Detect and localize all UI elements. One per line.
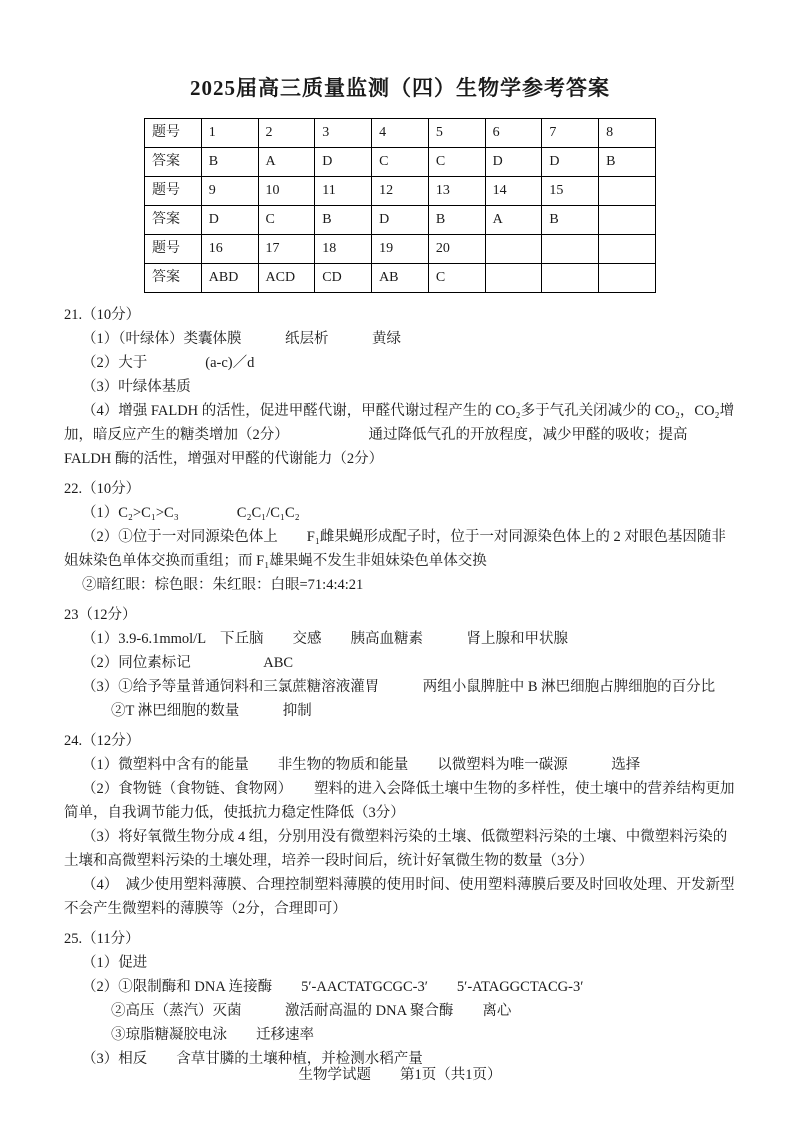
answer-table-row — [145, 119, 656, 148]
answer-line: ②暗红眼：棕色眼：朱红眼：白眼=71:4:4:21 — [82, 577, 364, 593]
answer-cell: B — [315, 206, 372, 235]
answer-cell: 15 — [542, 177, 599, 206]
answer-line: （2）①位于一对同源染色体上 F₁雌果蝇形成配子时，位于一对同源染色体上的 2 对眼色基因随非姐妹染色单体交换而重组；而 F₁雄果蝇不发生非姐妹染色单体交换 — [64, 529, 726, 569]
answer-table — [144, 118, 656, 293]
answer-cell: 8 — [599, 119, 656, 148]
answer-line: ②高压（蒸汽）灭菌 激活耐高温的 DNA 聚合酶 离心 — [82, 1003, 512, 1019]
answer-cell — [485, 235, 542, 264]
answer-cell: ABD — [201, 264, 258, 293]
question-number: 25.（11分） — [64, 931, 140, 947]
question-section — [64, 927, 736, 1071]
answer-row-label: 题号 — [145, 177, 202, 206]
question-section — [64, 729, 736, 921]
answer-cell: C — [258, 206, 315, 235]
answer-cell: AB — [372, 264, 429, 293]
answer-line: （2）同位素标记 ABC — [82, 655, 294, 671]
answer-cell: 1 — [201, 119, 258, 148]
answer-cell: C — [372, 148, 429, 177]
answer-cell: A — [485, 206, 542, 235]
document-title: 2025届高三质量监测（四）生物学参考答案 — [190, 76, 610, 100]
answer-cell: D — [201, 206, 258, 235]
answer-cell: 11 — [315, 177, 372, 206]
answer-line: （3）将好氧微生物分成 4 组，分别用没有微塑料污染的土壤、低微塑料污染的土壤、中微塑料污染的土壤和高微塑料污染的土壤处理，培养一段时间后，统计好氧微生物的数量（3分） — [64, 829, 728, 869]
answer-table-row — [145, 264, 656, 293]
answer-cell: D — [542, 148, 599, 177]
answer-cell: A — [258, 148, 315, 177]
answer-cell — [542, 235, 599, 264]
answer-cell: ACD — [258, 264, 315, 293]
answer-line: （1）（叶绿体）类囊体膜 纸层析 黄绿 — [82, 331, 401, 347]
answer-cell: B — [542, 206, 599, 235]
answer-line: （2）食物链（食物链、食物网） 塑料的进入会降低土壤中生物的多样性，使土壤中的营养结构更加简单，自我调节能力低，使抵抗力稳定性降低（3分） — [64, 781, 735, 821]
answer-cell: 19 — [372, 235, 429, 264]
answer-cell: 12 — [372, 177, 429, 206]
question-number: 22.（10分） — [64, 481, 141, 497]
answer-cell: D — [372, 206, 429, 235]
answer-cell: C — [428, 148, 485, 177]
answer-line: （4）增强 FALDH 的活性，促进甲醛代谢，甲醛代谢过程产生的 CO₂多于气孔关闭减少的 CO₂，CO₂增加，暗反应产生的糖类增加（2分） 通过降低气孔的开放程度，减少甲醛的吸收；提高 FALDH 酶的活性，增强对甲醛的代谢能力（2分） — [64, 403, 735, 467]
answer-cell: B — [201, 148, 258, 177]
answer-cell: 18 — [315, 235, 372, 264]
answer-cell — [485, 264, 542, 293]
answer-row-label: 答案 — [145, 206, 202, 235]
answer-cell: B — [428, 206, 485, 235]
answer-cell: D — [315, 148, 372, 177]
answer-line: ③琼脂糖凝胶电泳 迁移速率 — [82, 1027, 314, 1043]
answers-content — [64, 303, 736, 1071]
answer-table-body — [145, 119, 656, 293]
answer-row-label: 答案 — [145, 148, 202, 177]
answer-line: （1）微塑料中含有的能量 非生物的物质和能量 以微塑料为唯一碳源 选择 — [82, 757, 641, 773]
answer-line: （2）①限制酶和 DNA 连接酶 5′-AACTATGCGC-3′ 5′-ATAGGCTACG-3′ — [82, 979, 584, 995]
answer-line: （3）相反 含草甘膦的土壤种植，并检测水稻产量 — [82, 1051, 423, 1067]
answer-cell: 7 — [542, 119, 599, 148]
answer-line: （1）3.9-6.1mmol/L 下丘脑 交感 胰高血糖素 肾上腺和甲状腺 — [82, 631, 569, 647]
answer-row-label: 题号 — [145, 119, 202, 148]
answer-cell: B — [599, 148, 656, 177]
page-footer: 生物学试题 第1页（共1页） — [298, 1067, 502, 1083]
answer-line: （1）促进 — [82, 955, 148, 971]
answer-cell — [542, 264, 599, 293]
answer-cell: 2 — [258, 119, 315, 148]
answer-cell: 16 — [201, 235, 258, 264]
question-section — [64, 303, 736, 471]
answer-line: （1）C₂>C₁>C₃ C₂C₁/C₁C₂ — [82, 505, 300, 521]
answer-cell: D — [485, 148, 542, 177]
answer-cell: 13 — [428, 177, 485, 206]
answer-table-row — [145, 148, 656, 177]
answer-cell — [599, 235, 656, 264]
answer-row-label: 题号 — [145, 235, 202, 264]
question-section — [64, 477, 736, 597]
answer-cell: 20 — [428, 235, 485, 264]
question-number: 21.（10分） — [64, 307, 141, 323]
answer-cell: 6 — [485, 119, 542, 148]
answer-cell: CD — [315, 264, 372, 293]
answer-line: （3）①给予等量普通饲料和三氯蔗糖溶液灌胃 两组小鼠脾脏中 B 淋巴细胞占脾细胞的百分比 — [82, 679, 716, 695]
question-section — [64, 603, 736, 723]
answer-cell: 14 — [485, 177, 542, 206]
answer-cell: 4 — [372, 119, 429, 148]
answer-line: （3）叶绿体基质 — [82, 379, 191, 395]
question-number: 23（12分） — [64, 607, 137, 623]
answer-cell — [599, 206, 656, 235]
answer-table-row — [145, 235, 656, 264]
answer-cell: C — [428, 264, 485, 293]
answer-line: ②T 淋巴细胞的数量 抑制 — [82, 703, 312, 719]
question-number: 24.（12分） — [64, 733, 141, 749]
answer-table-row — [145, 177, 656, 206]
answer-cell — [599, 177, 656, 206]
answer-cell — [599, 264, 656, 293]
answer-table-row — [145, 206, 656, 235]
answer-line: （2）大于 (a-c)／d — [82, 355, 255, 371]
answer-cell: 3 — [315, 119, 372, 148]
answer-cell: 10 — [258, 177, 315, 206]
answer-row-label: 答案 — [145, 264, 202, 293]
answer-cell: 17 — [258, 235, 315, 264]
answer-cell: 9 — [201, 177, 258, 206]
answer-cell: 5 — [428, 119, 485, 148]
answer-line: （4） 减少使用塑料薄膜、合理控制塑料薄膜的使用时间、使用塑料薄膜后要及时回收处理、开发新型不会产生微塑料的薄膜等（2分，合理即可） — [64, 877, 735, 917]
